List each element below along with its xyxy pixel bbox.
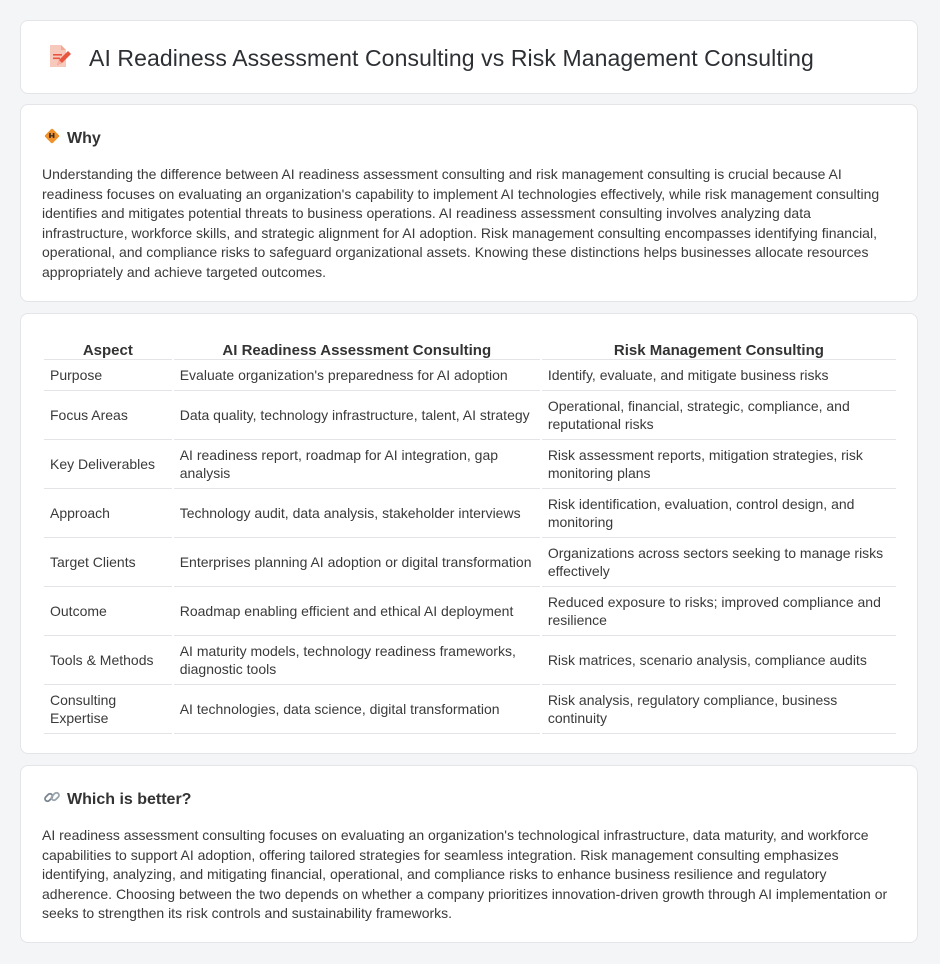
why-text: Understanding the difference between AI readiness assessment consulting and risk management consulting is crucial because AI readiness focuses on evaluating an organization's capability to implement AI technologies effectively, while risk management consulting identifies and mitigates potential threats to business operations. AI readiness assessment consulting involves analyzing data infrastructure, workforce skills, and strategic alignment for AI adoption. Risk management consulting encompasses identifying financial, operational, and compliance risks to safeguard organizational assets. Knowing these distinctions helps businesses allocate resources appropriately and achieve targeted outcomes.	[42, 166, 880, 280]
aspect-cell: Tools & Methods	[44, 636, 172, 685]
risk-management-cell: Risk matrices, scenario analysis, compliance audits	[542, 636, 896, 685]
aspect-cell: Approach	[44, 489, 172, 538]
table-row	[44, 489, 896, 538]
ai-readiness-cell: Evaluate organization's preparedness for AI adoption	[174, 360, 540, 391]
header-aspect: Aspect	[44, 334, 172, 360]
ai-readiness-cell: AI maturity models, technology readiness frameworks, diagnostic tools	[174, 636, 540, 685]
table-row	[44, 636, 896, 685]
aspect-cell: Key Deliverables	[44, 440, 172, 489]
risk-management-cell: Reduced exposure to risks; improved compliance and resilience	[542, 587, 896, 636]
ai-readiness-cell: AI technologies, data science, digital transformation	[174, 685, 540, 734]
ai-readiness-cell: Enterprises planning AI adoption or digital transformation	[174, 538, 540, 587]
better-text: AI readiness assessment consulting focuses on evaluating an organization's technological infrastructure, data maturity, and workforce capabilities to support AI adoption, offering tailored strategies for seamless integration. Risk management consulting emphasizes identifying, analyzing, and mitigating financial, operational, and compliance risks to enhance business resilience and regulatory adherence. Choosing between the two depends on whether a company prioritizes innovation-driven growth through AI implementation or seeks to strengthen its risk controls and sustainability frameworks.	[42, 827, 888, 921]
aspect-cell: Purpose	[44, 360, 172, 391]
table-row	[44, 587, 896, 636]
better-heading-row	[43, 788, 191, 811]
better-heading: Which is better?	[67, 790, 192, 808]
aspect-cell: Outcome	[44, 587, 172, 636]
header-ai-readiness: AI Readiness Assessment Consulting	[174, 334, 540, 360]
header-risk-management: Risk Management Consulting	[542, 334, 896, 360]
aspect-cell: Consulting Expertise	[44, 685, 172, 734]
risk-management-cell: Risk assessment reports, mitigation strategies, risk monitoring plans	[542, 440, 896, 489]
ai-readiness-cell: AI readiness report, roadmap for AI integration, gap analysis	[174, 440, 540, 489]
ai-readiness-cell: Technology audit, data analysis, stakeholder interviews	[174, 489, 540, 538]
warning-diamond-icon	[43, 127, 61, 150]
table-header-row	[44, 334, 896, 360]
table-row	[44, 360, 896, 391]
comparison-table	[42, 334, 898, 734]
ai-readiness-cell: Data quality, technology infrastructure, talent, AI strategy	[174, 391, 540, 440]
title-row	[47, 43, 814, 74]
page-title: AI Readiness Assessment Consulting vs Risk Management Consulting	[89, 45, 814, 71]
link-icon	[43, 788, 61, 811]
document-edit-icon	[47, 43, 71, 74]
risk-management-cell: Risk analysis, regulatory compliance, business continuity	[542, 685, 896, 734]
aspect-cell: Target Clients	[44, 538, 172, 587]
why-heading-row	[43, 127, 101, 150]
risk-management-cell: Organizations across sectors seeking to manage risks effectively	[542, 538, 896, 587]
table-row	[44, 538, 896, 587]
risk-management-cell: Operational, financial, strategic, compliance, and reputational risks	[542, 391, 896, 440]
aspect-cell: Focus Areas	[44, 391, 172, 440]
which-is-better-section	[20, 765, 918, 943]
ai-readiness-cell: Roadmap enabling efficient and ethical AI deployment	[174, 587, 540, 636]
title-card	[20, 20, 918, 94]
table-row	[44, 685, 896, 734]
comparison-table-card	[20, 313, 918, 754]
table-row	[44, 440, 896, 489]
table-row	[44, 391, 896, 440]
risk-management-cell: Risk identification, evaluation, control design, and monitoring	[542, 489, 896, 538]
risk-management-cell: Identify, evaluate, and mitigate business risks	[542, 360, 896, 391]
why-section	[20, 104, 918, 302]
why-heading: Why	[67, 129, 101, 147]
